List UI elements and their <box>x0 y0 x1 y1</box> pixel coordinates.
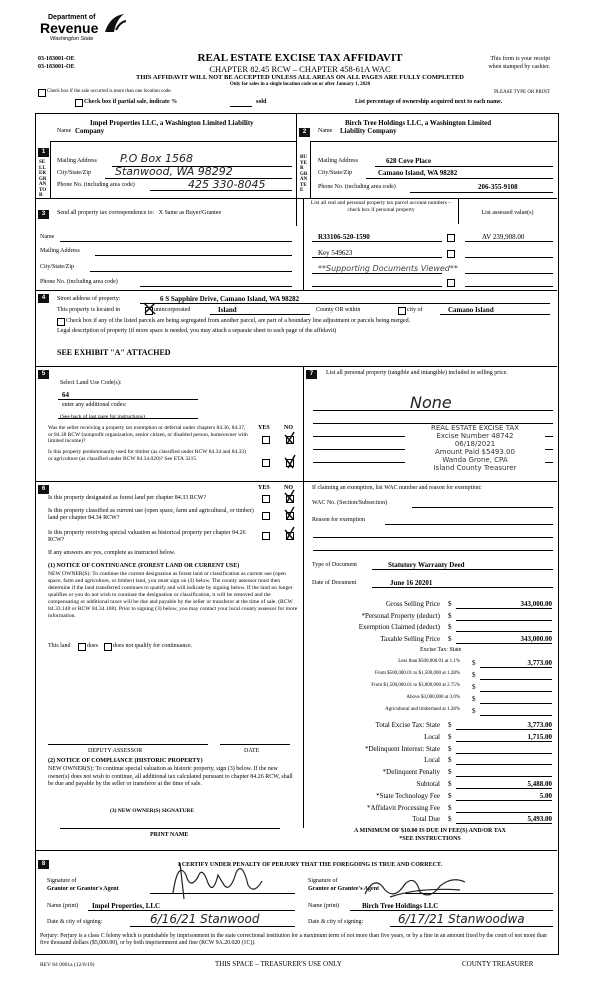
seller-name-line1: Impel Properties LLC, a Washington Limited Liability <box>90 119 254 127</box>
tax-bracket-2-label: From $1,500,000.01 to $3,000,000 at 2.75% <box>371 683 460 688</box>
city-value[interactable]: Camano Island <box>448 306 494 314</box>
parcel-3-line <box>312 273 442 274</box>
tax-bracket-0-line <box>480 667 552 668</box>
grantee-sig-of: Signature of <box>308 878 338 884</box>
reason-label: Reason for exemption <box>312 517 365 523</box>
same-as-buyer[interactable]: X Same as Buyer/Grantee <box>158 210 222 216</box>
tax-bracket-0-value[interactable]: 3,773.00 <box>527 659 552 667</box>
land-use-value[interactable]: 64 <box>62 391 69 399</box>
tax-row-0-dollar: $ <box>448 600 452 608</box>
tax-bracket-3-line <box>480 703 552 704</box>
tax-row-0-label: Gross Selling Price <box>385 600 440 608</box>
rule-after-4 <box>35 366 557 367</box>
tax-total-0-value[interactable]: 3,773.00 <box>527 721 552 729</box>
seller-mailing-label: Mailing Address <box>57 158 97 164</box>
county-treasurer: COUNTY TREASURER <box>462 960 534 968</box>
buyer-name-label: Name <box>318 128 333 134</box>
assessed-header: List assessed value(s) <box>481 210 534 216</box>
seller-name-label: Name <box>57 128 72 134</box>
tax-total-5-value[interactable]: 5,488.00 <box>527 780 552 788</box>
land-use-line <box>58 399 198 400</box>
seller-city-label: City/State/Zip <box>57 170 91 176</box>
divider-3 <box>303 198 304 290</box>
assessed-1-line <box>465 241 553 242</box>
does-label: does <box>87 643 98 649</box>
parcel-1-line <box>312 241 442 242</box>
receipt-note-1: This form is your receipt <box>490 56 550 62</box>
s6-q3-no-check-icon <box>283 525 297 541</box>
does-not-checkbox[interactable] <box>104 643 112 651</box>
wac-line[interactable] <box>412 507 553 508</box>
see-instructions-note: *SEE INSTRUCTIONS <box>399 836 461 842</box>
see-back-note: (See back of last page for instructions) <box>60 414 145 420</box>
parcel-3-personal-checkbox[interactable] <box>447 279 455 287</box>
s6-q2-no-check-icon <box>283 505 297 521</box>
section-4-badge: 4 <box>38 294 49 303</box>
stamp-line-4: Amount Paid $5493.00 <box>435 448 515 456</box>
partial-sale-label: Check box if partial sale, indicate % <box>84 99 178 105</box>
logo-dept: Department of <box>48 14 96 21</box>
tax-bracket-1-label: From $500,000.01 to $1,500,000 at 1.28% <box>375 671 460 676</box>
type-doc-line <box>372 569 553 570</box>
treasurer-stamp <box>405 424 545 472</box>
form-code-2: 03-183001-OE <box>38 64 75 70</box>
tax-total-6-dollar: $ <box>448 791 452 800</box>
city-of-label: city of <box>407 307 423 313</box>
assessed-1[interactable]: AV 239,908.00 <box>482 233 525 241</box>
tax-bracket-3-label: Above $3,000,000 at 3.0% <box>406 695 460 700</box>
stamp-line-2: Excise Number 48742 <box>436 432 514 440</box>
seller-phone-line <box>150 190 292 191</box>
notice2-body: NEW OWNER(S): To continue special valuation as historic property, sign (3) below. If the new owner(s) does not wish to continue, all additional tax calculated pursuant to chapter 84.26 RCW, shall be due and payable by the seller or transferor at the time of sale. <box>48 766 293 787</box>
claiming-exemption: If claiming an exemption, list WAC number and reason for exemption: <box>312 485 482 491</box>
section-7-badge: 7 <box>306 370 317 379</box>
tax-total-7-label: *Affidavit Processing Fee <box>367 803 440 812</box>
grantee-agent-label: Grantee or Grantee's Agent <box>308 886 380 892</box>
sold-label: sold <box>256 99 267 105</box>
does-checkbox[interactable] <box>78 643 86 651</box>
does-not-label: does not qualify for continuance. <box>113 643 193 649</box>
tax-bracket-1-dollar: $ <box>472 671 476 679</box>
print-name-line[interactable] <box>60 828 280 829</box>
unincorporated-label: unincorporated <box>154 307 191 313</box>
wac-label: WAC No. (Section/Subsection) <box>312 500 388 506</box>
parcel-2-personal-checkbox[interactable] <box>447 250 455 258</box>
tax-total-2-label: *Delinquent Interest: State <box>364 744 440 753</box>
notice1-title: (1) NOTICE OF CONTINUANCE (FOREST LAND OR CURRENT USE) <box>48 563 240 569</box>
parcel-header: List all real and personal property tax parcel account numbers – check box if personal property <box>310 200 452 213</box>
date-doc-label: Date of Document <box>312 580 357 586</box>
if-any-yes: If any answers are yes, complete as instructed below. <box>48 550 176 556</box>
seller-phone-label: Phone No. (including area code) <box>57 182 135 188</box>
seller-mailing-value[interactable]: P.O Box 1568 <box>120 152 194 165</box>
location-county-value[interactable]: Island <box>218 306 237 314</box>
grantee-date-value[interactable]: 6/17/21 Stanwoodwa <box>398 912 525 926</box>
additional-codes-label: enter any additional codes: <box>62 402 127 408</box>
s6-q3: Is this property receiving special valuation as historical property per chapter 84.26 RCW? <box>48 530 246 543</box>
yes-header-6: YES <box>258 485 270 491</box>
grantee-date-line <box>390 926 553 927</box>
city-checkbox[interactable] <box>398 307 406 315</box>
section-6-badge: 6 <box>38 485 49 494</box>
tax-row-0-line <box>456 608 552 609</box>
s6-q1-yes[interactable] <box>262 495 270 503</box>
perjury-note: Perjury: Perjury is a class C felony which is punishable by imprisonment in the state correctional institution for a maximum term of not more than five years, or by a fine in an amount fixed by the court of not more than five thousand dollars ($5,000.00), or by both imprisonment and fine (RCW 9A.20.020 (1C)). <box>40 933 547 946</box>
tax-bracket-0-label: Less than $500,000.01 at 1.1% <box>398 659 460 664</box>
reason-line-3[interactable] <box>313 550 553 551</box>
s6-q2: Is this property classified as current use (open space, farm and agricultural, or timber) land per chapter 84.34 RCW? <box>48 508 254 521</box>
county-or-label: County OR within <box>316 307 361 313</box>
tax-total-0-line <box>456 729 552 730</box>
supporting-docs-note: **Supporting Documents Viewed** <box>318 264 458 273</box>
form-title: REAL ESTATE EXCISE TAX AFFIDAVIT <box>197 52 403 64</box>
tax-bracket-3-dollar: $ <box>472 695 476 703</box>
tax-total-0-label: Total Excise Tax: State <box>375 721 440 729</box>
minimum-fee-note: A MINIMUM OF $10.00 IS DUE IN FEE(S) AND/OR TAX <box>354 828 506 834</box>
buyer-mailing-label: Mailing Address <box>318 158 358 164</box>
date-doc-line <box>372 587 553 588</box>
grantor-name-line <box>88 910 295 911</box>
segregated-checkbox[interactable] <box>57 318 65 326</box>
tax-total-8-value[interactable]: 5,493.00 <box>527 815 552 824</box>
tax-total-4-line <box>456 776 552 777</box>
tax-bracket-4-label: Agricultural and timberland at 1.28% <box>385 707 460 712</box>
street-line <box>140 303 550 304</box>
no-header-5: NO <box>284 425 293 431</box>
grantor-signature <box>158 855 278 900</box>
certify-statement: I CERTIFY UNDER PENALTY OF PERJURY THAT THE FOREGOING IS TRUE AND CORRECT. <box>177 862 442 868</box>
tax-total-5-dollar: $ <box>448 780 452 788</box>
deputy-assessor-line[interactable] <box>48 744 208 745</box>
s3-mailing-label: Mailing Address <box>40 248 80 254</box>
grantee-signature <box>360 872 470 902</box>
buyer-side-label: BUYER GRANTEE <box>300 155 308 193</box>
type-doc-value[interactable]: Statutory Warranty Deed <box>388 561 465 569</box>
tax-row-2-line <box>456 631 552 632</box>
s5-q2: Is this property predominantly used for timber (as classified under RCW 84.34 and 84.33) or agriculture (as classified under RCW 84.34.020)? See ETA 3215 <box>48 449 247 462</box>
tax-row-3-line <box>456 643 552 644</box>
grantor-date-value[interactable]: 6/16/21 Stanwood <box>150 912 260 926</box>
tax-total-6-line <box>456 800 552 801</box>
tax-total-2-line <box>456 753 552 754</box>
tax-bracket-2-dollar: $ <box>472 683 476 691</box>
s3-name-label: Name <box>40 234 55 240</box>
s3-phone-label: Phone No. (including area code) <box>40 279 118 285</box>
s5-q1-no-check-icon <box>283 430 297 446</box>
tax-row-2-label: Exemption Claimed (deduct) <box>358 623 440 631</box>
seller-city-value[interactable]: Stanwood, WA 98292 <box>115 165 233 178</box>
buyer-mailing-value[interactable]: 628 Cove Place <box>386 157 432 165</box>
tax-row-2-dollar: $ <box>448 623 452 631</box>
land-use-label: Select Land Use Code(s): <box>60 380 122 386</box>
tax-total-4-label: *Delinquent Penalty <box>382 768 440 777</box>
street-label: Street address of property: <box>57 296 121 302</box>
stamp-line-3: 06/18/2021 <box>454 440 496 448</box>
tax-total-3-label: Local <box>424 756 440 765</box>
rule-before-8 <box>35 850 557 851</box>
s3-name-line[interactable] <box>60 241 292 242</box>
form-warning: THIS AFFIDAVIT WILL NOT BE ACCEPTED UNLESS ALL AREAS ON ALL PAGES ARE FULLY COMPLETED <box>136 74 464 81</box>
tax-bracket-1-line <box>480 679 552 680</box>
parcel-2[interactable]: Key 549623 <box>318 249 353 257</box>
tax-total-7-dollar: $ <box>448 803 452 812</box>
rule-5-6 <box>35 481 303 482</box>
tax-bracket-0-dollar: $ <box>472 659 476 667</box>
exhibit-a: SEE EXHIBIT "A" ATTACHED <box>57 348 171 357</box>
grantor-date-line <box>130 926 295 927</box>
tax-total-8-dollar: $ <box>448 815 452 824</box>
tax-bracket-4-line <box>480 715 552 716</box>
yes-header-5: YES <box>258 425 270 431</box>
tax-total-0-dollar: $ <box>448 721 452 729</box>
deputy-assessor-label: DEPUTY ASSESSOR <box>88 748 143 754</box>
tax-total-1-dollar: $ <box>448 732 452 741</box>
logo-state: Washington State <box>50 36 94 42</box>
divider-1-2 <box>296 113 297 226</box>
tax-total-7-line <box>456 812 552 813</box>
tax-total-3-line <box>456 764 552 765</box>
located-label: This property is located in <box>57 307 120 313</box>
grantor-date-label: Date & city of signing: <box>47 919 103 925</box>
rule-after-1-2 <box>35 198 557 199</box>
buyer-name-line2: Liability Company <box>340 127 397 135</box>
this-land-label: This land <box>48 643 71 649</box>
grantor-sig-of: Signature of <box>47 878 77 884</box>
tax-total-1-line <box>456 741 552 742</box>
logo-swoosh-icon <box>102 12 128 36</box>
legal-desc-label: Legal description of property (if more space is needed, you may attach a separate sheet to each page of the affidavit) <box>57 328 337 334</box>
stamp-line-1: REAL ESTATE EXCISE TAX <box>430 424 520 432</box>
buyer-city-line <box>366 178 553 179</box>
notice2-title: (2) NOTICE OF COMPLIANCE (HISTORIC PROPERTY) <box>48 758 203 764</box>
section-8-badge: 8 <box>38 860 49 869</box>
tax-bracket-2-line <box>480 691 552 692</box>
personal-property-value[interactable]: None <box>410 393 452 412</box>
form-code-1: 03-183001-OE <box>38 56 75 62</box>
assessed-divider <box>458 198 459 224</box>
rule-7-exempt <box>303 481 557 482</box>
tax-row-3-value[interactable]: 343,000.00 <box>520 634 552 643</box>
form-subtitle: CHAPTER 82.45 RCW – CHAPTER 458-61A WAC <box>209 64 391 74</box>
multi-location-checkbox[interactable] <box>38 89 46 97</box>
buyer-phone-value[interactable]: 206-355-9108 <box>478 183 518 191</box>
parcel-1[interactable]: R33106-520-1590 <box>318 233 370 241</box>
s3-city-line[interactable] <box>90 271 292 272</box>
assessed-3-line <box>465 273 553 274</box>
tax-bracket-4-dollar: $ <box>472 707 476 715</box>
buyer-name-rule <box>310 141 557 142</box>
notice1-body: NEW OWNER(S): To continue the current designation as forest land or classification as current use (open space, farm and agriculture, or timber) land, you must sign on (3) below. The county assessor must then determine if the land transferred continues to qualify and will indicate by signing below. If the land no longer qualifies or you do not wish to continue the designation or classification, it will be removed and the compensating or additional taxes will be due and payable by the seller or transferor at the time of sale. (RCW 84.33.140 or RCW 84.34.108). Prior to signing (3) below, you may contact your local county assessor for more information. <box>48 571 298 619</box>
tax-total-3-dollar: $ <box>448 756 452 765</box>
list-personal-label: List all personal property (tangible and intangible) included in selling price. <box>326 370 508 376</box>
seller-side-rule <box>50 141 51 198</box>
s3-city-label: City/State/Zip <box>40 264 74 270</box>
s3-phone-line[interactable] <box>140 286 292 287</box>
section-2-badge: 2 <box>299 128 310 137</box>
rev-code: REV 84 0001a (12/6/19) <box>40 962 95 968</box>
parcel-4-line <box>312 286 442 287</box>
grantor-agent-label: Grantor or Grantor's Agent <box>47 886 119 892</box>
buyer-city-value[interactable]: Camano Island, WA 98282 <box>378 169 458 177</box>
tax-row-1-dollar: $ <box>448 611 452 620</box>
tax-row-0-value[interactable]: 343,000.00 <box>520 600 552 608</box>
s6-q3-yes[interactable] <box>262 532 270 540</box>
reason-line-2[interactable] <box>313 537 553 538</box>
logo <box>40 10 135 50</box>
stamp-line-6: Island County Treasurer <box>433 464 517 472</box>
tax-row-1-label: *Personal Property (deduct) <box>361 611 440 620</box>
street-value[interactable]: 6 S Sapphire Drive, Camano Island, WA 98282 <box>160 295 300 303</box>
tax-total-5-label: Subtotal <box>416 780 440 788</box>
s5-q1-yes[interactable] <box>262 436 270 444</box>
partial-pct-line[interactable] <box>230 106 252 107</box>
section-3-badge: 3 <box>38 210 49 219</box>
s6-q1-no-check-icon <box>283 488 297 504</box>
deputy-date-line[interactable] <box>220 744 290 745</box>
new-owner-signature-label: (3) NEW OWNER(S) SIGNATURE <box>110 808 194 814</box>
buyer-phone-line <box>410 192 553 193</box>
tax-row-1-line <box>456 620 552 621</box>
grantee-name-value[interactable]: Birch Tree Holdings LLC <box>362 902 439 910</box>
print-name-label: PRINT NAME <box>150 832 189 838</box>
tax-total-2-dollar: $ <box>448 744 452 753</box>
type-doc-label: Type of Document <box>312 562 357 568</box>
parcel-2-line <box>312 257 442 258</box>
grantee-name-label: Name (print) <box>308 903 340 909</box>
buyer-city-label: City/State/Zip <box>318 170 352 176</box>
s5-q1: Was the seller receiving a property tax exemption or deferral under chapters 84.36, 84.37, or 84.38 RCW (nonprofit organization, senior citizen, or disabled person, homeowner with limited income)? <box>48 425 248 444</box>
seller-name-line2: Company <box>75 127 105 135</box>
please-type: PLEASE TYPE OR PRINT <box>494 90 550 95</box>
s5-q2-no-check-icon <box>283 452 297 470</box>
tax-row-3-dollar: $ <box>448 634 452 643</box>
personal-line-1 <box>313 410 553 411</box>
tax-row-3-label: Taxable Selling Price <box>380 634 440 643</box>
seller-side-label: SELLER GRANTOR <box>39 160 47 198</box>
segregated-label: Check box if any of the listed parcels are being segregated from another parcel, are part of a boundary line adjustment or parcels being merged. <box>66 318 411 324</box>
buyer-side-rule <box>310 141 311 198</box>
s5-q2-yes[interactable] <box>262 459 270 467</box>
city-line <box>440 314 550 315</box>
tax-total-8-label: Total Due <box>412 815 440 824</box>
list-pct-note: List percentage of ownership acquired next to each name. <box>355 99 503 105</box>
logo-revenue: Revenue <box>40 20 99 36</box>
treasurer-space: THIS SPACE – TREASURER'S USE ONLY <box>215 960 342 968</box>
tax-total-8-line <box>456 823 552 824</box>
multi-location-label: Check box if the sale occurred is more than one location code. <box>47 89 172 94</box>
tax-total-1-label: Local <box>424 732 440 741</box>
assessed-2-line <box>465 257 553 258</box>
county-line <box>210 314 310 315</box>
receipt-note-2: when stamped by cashier. <box>488 64 550 70</box>
tax-total-6-value[interactable]: 5.00 <box>539 791 552 800</box>
grantor-name-label: Name (print) <box>47 903 79 909</box>
reason-line-1[interactable] <box>385 524 553 525</box>
rule-after-3 <box>35 290 557 291</box>
deputy-date-label: DATE <box>244 748 260 754</box>
grantee-name-line <box>350 910 553 911</box>
assessed-4-line <box>465 286 553 287</box>
section-5-badge: 5 <box>38 370 49 379</box>
buyer-mailing-line <box>375 166 553 167</box>
buyer-name-line1: Birch Tree Holdings LLC, a Washington Limited <box>345 119 492 127</box>
tax-total-1-value[interactable]: 1,715.00 <box>527 732 552 741</box>
parcel-1-personal-checkbox[interactable] <box>447 234 455 242</box>
grantee-date-label: Date & city of signing: <box>308 919 364 925</box>
only-for-note: Only for sales in a single location code on or after January 1, 2020 <box>229 82 371 87</box>
date-doc-value[interactable]: June 16 20201 <box>390 579 433 587</box>
no-header-6: NO <box>284 485 293 491</box>
seller-name-rule <box>50 141 296 142</box>
s6-q2-yes[interactable] <box>262 512 270 520</box>
tax-total-5-line <box>456 788 552 789</box>
stamp-line-5: Wanda Grone, CPA <box>442 456 508 464</box>
buyer-phone-label: Phone No. (including area code) <box>318 184 396 190</box>
send-correspondence-text: Send all property tax correspondence to: <box>57 210 155 216</box>
partial-sale-checkbox[interactable] <box>75 99 83 107</box>
seller-phone-value[interactable]: 425 330-8045 <box>188 178 266 191</box>
section-1-badge: 1 <box>38 148 49 157</box>
tax-total-4-dollar: $ <box>448 768 452 777</box>
tax-total-6-label: *State Technology Fee <box>376 791 440 800</box>
send-correspondence-label <box>57 210 221 217</box>
s3-mailing-line[interactable] <box>95 255 292 256</box>
s6-q1: Is this property designated as forest land per chapter 84.33 RCW? <box>48 495 207 501</box>
grantor-name-value[interactable]: Impel Properties, LLC <box>92 902 161 910</box>
excise-header: Excise Tax: State <box>420 647 462 653</box>
